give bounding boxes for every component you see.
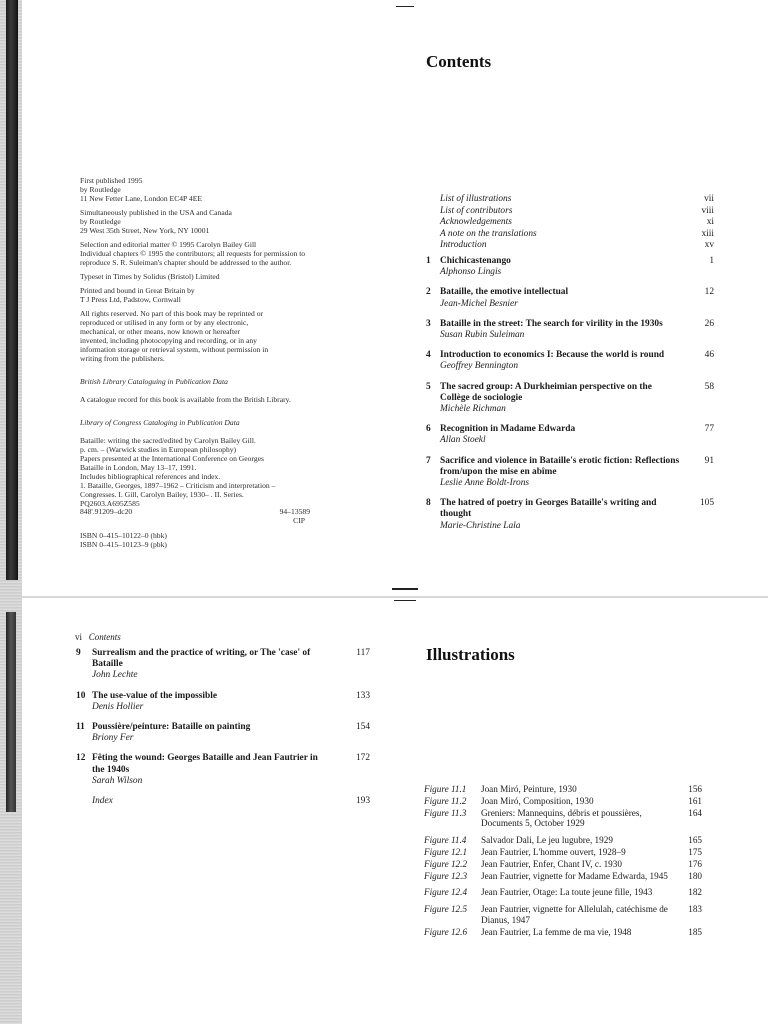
chapter-number: 3 <box>426 318 431 329</box>
figure-number: Figure 12.1 <box>424 846 468 857</box>
chapter-text <box>440 350 680 372</box>
chapter-page: 154 <box>355 722 370 733</box>
chapter-entry <box>426 287 714 309</box>
chapter-page: 105 <box>699 498 714 509</box>
call-number: 848'.91209–dc20 <box>80 507 133 516</box>
chapter-page: 117 <box>356 648 370 658</box>
chapter-entry <box>426 498 714 532</box>
page-divider <box>22 596 768 598</box>
figure-number: Figure 11.4 <box>424 835 467 846</box>
figure-page: 180 <box>688 870 702 881</box>
chapter-page: 91 <box>704 455 714 466</box>
figure-entry <box>424 859 702 870</box>
chapter-entry <box>76 722 370 744</box>
bl-cip-heading: British Library Cataloguing in Publication Data <box>80 377 228 386</box>
chapter-entry <box>76 691 370 713</box>
chapter-text <box>440 382 680 416</box>
chapter-title: Fêting the wound: Georges Bataille and Jean Fautrier in the 1940s <box>92 753 318 775</box>
figure-caption: Jean Fautrier, vignette for Madame Edwarda, 1945 <box>481 870 668 881</box>
figure-number: Figure 11.2 <box>424 795 467 806</box>
chapter-number: 10 <box>76 690 86 701</box>
chapter-title: The use-value of the impossible <box>92 690 218 701</box>
prelim-row <box>440 194 714 206</box>
figure-entry <box>424 847 702 858</box>
chapter-entry <box>426 350 714 372</box>
running-head-title: Contents <box>88 632 121 642</box>
binding-edge-bottom <box>6 612 16 812</box>
chapter-number: 9 <box>76 648 81 658</box>
chapter-page: 46 <box>704 350 714 361</box>
prelim-label: A note on the translations <box>440 228 537 239</box>
chapter-text <box>92 753 332 787</box>
loc-cip-text: Bataille: writing the sacred/edited by Carolyn Bailey Gill. p. cm. – (Warwick studies in European philosophy) Papers presented at the International Conference on Georges Bataille in London, May 13–17, 1991. Includes bibliographical references and index. 1. Bataille, Georges, 1897–1962 – Criticism and interpretation – Congresses. I. Gill, Carolyn Bailey, 1930– . II. Series. PQ2603.A695Z585 <box>80 436 276 508</box>
chapter-title: Surrealism and the practice of writing, or The 'case' of Bataille <box>92 648 311 670</box>
prelim-label: Introduction <box>440 240 487 251</box>
running-head <box>75 632 121 642</box>
chapter-author: Susan Rubin Suleiman <box>440 330 525 341</box>
chapter-entry <box>76 648 370 682</box>
chapter-number: 4 <box>426 350 431 361</box>
figure-page: 182 <box>688 887 702 898</box>
chapter-title: Poussière/peinture: Bataille on painting <box>92 722 251 733</box>
chapter-page: 26 <box>704 318 714 329</box>
chapter-author: Briony Fer <box>92 733 134 744</box>
chapter-text <box>440 319 680 341</box>
copyright-block: Simultaneously published in the USA and Canada by Routledge 29 West 35th Street, New York, NY 10001 <box>80 208 232 235</box>
chapter-entry <box>426 424 714 446</box>
copyright-block: All rights reserved. No part of this book may be reprinted or reproduced or utilised in any form or by any electronic, mechanical, or other means, now known or hereafter invented, including photocopying and recording, or in any information storage or retrieval system, without permission in writing from the publishers. <box>80 309 269 363</box>
chapter-author: Sarah Wilson <box>92 775 143 786</box>
figure-number: Figure 12.5 <box>424 904 468 915</box>
isbn-hbk: ISBN 0–415–10122–0 (hbk) <box>80 531 167 540</box>
chapter-text <box>440 287 680 309</box>
chapter-author: Alphonso Lingis <box>440 267 502 278</box>
crop-mark-lower <box>394 600 416 601</box>
chapter-author: Denis Hollier <box>92 701 144 712</box>
chapter-entry <box>76 753 370 787</box>
chapter-title: Chichicastenango <box>440 256 511 266</box>
chapter-title: Introduction to economics I: Because the world is round <box>440 350 665 361</box>
prelims-list <box>440 194 714 252</box>
figure-page: 175 <box>688 846 702 857</box>
chapter-entry <box>426 382 714 416</box>
figure-page: 165 <box>688 835 702 846</box>
figure-entry <box>424 871 702 882</box>
cip-number: 94–13589 <box>279 507 310 516</box>
chapter-page: 172 <box>355 753 370 764</box>
figure-entry <box>424 927 702 938</box>
isbn-pbk: ISBN 0–415–10123–9 (pbk) <box>80 540 167 549</box>
chapter-title: The hatred of poetry in Georges Bataille's writing and thought <box>440 498 657 520</box>
figure-page: 156 <box>688 784 702 794</box>
call-number-line <box>80 507 350 516</box>
chapter-number: 11 <box>76 722 85 733</box>
prelim-page: xi <box>706 217 714 228</box>
chapter-number: 7 <box>426 455 431 466</box>
chapter-page: 133 <box>355 690 370 701</box>
chapter-author: John Lechte <box>92 670 138 681</box>
figure-number: Figure 11.1 <box>424 784 467 794</box>
chapter-text <box>92 648 332 682</box>
figure-page: 176 <box>688 858 702 869</box>
prelim-row <box>440 229 714 241</box>
figure-entry <box>424 904 702 926</box>
chapter-number: 2 <box>426 287 431 298</box>
chapter-page: 12 <box>704 287 714 298</box>
crop-mark-top <box>396 6 414 7</box>
chapter-number: 8 <box>426 498 431 509</box>
bl-cip-text: A catalogue record for this book is available from the British Library. <box>80 395 291 404</box>
chapter-number: 1 <box>426 256 431 266</box>
prelim-row <box>440 206 714 218</box>
figure-page: 183 <box>688 904 702 915</box>
isbn-block <box>80 531 350 549</box>
chapter-entry <box>426 256 714 278</box>
prelim-page: vii <box>704 194 714 204</box>
chapter-title: Sacrifice and violence in Bataille's erotic fiction: Reflections from/upon the mise en abîme <box>440 455 680 477</box>
figure-caption: Greniers: Mannequins, débris et poussières, Documents 5, October 1929 <box>481 807 642 829</box>
figure-caption: Jean Fautrier, L'homme ouvert, 1928–9 <box>481 846 626 857</box>
chapter-author: Marie-Christine Lala <box>440 520 521 531</box>
prelim-label: Acknowledgements <box>440 217 512 228</box>
chapter-page: 77 <box>704 424 714 435</box>
chapter-text <box>440 498 680 532</box>
chapter-text <box>440 256 680 278</box>
chapter-text <box>92 722 332 744</box>
figure-entry <box>424 808 702 830</box>
figure-caption: Jean Fautrier, La femme de ma vie, 1948 <box>481 926 632 937</box>
cip-label: CIP <box>293 516 305 525</box>
copyright-page <box>80 176 350 549</box>
chapter-title: Recognition in Madame Edwarda <box>440 424 576 435</box>
figure-entry <box>424 835 702 846</box>
figure-caption: Jean Fautrier, Enfer, Chant IV, c. 1930 <box>481 858 622 869</box>
chapters-list <box>426 256 714 541</box>
illustrations-title: Illustrations <box>426 645 515 664</box>
chapter-title: The sacred group: A Durkheimian perspective on the Collège de sociologie <box>440 381 652 403</box>
prelim-label: List of contributors <box>440 205 513 216</box>
figure-caption: Jean Fautrier, Otage: La toute jeune fille, 1943 <box>481 887 653 898</box>
folio: vi <box>75 632 83 642</box>
prelim-page: viii <box>701 205 714 216</box>
index-label: Index <box>92 796 113 807</box>
chapter-author: Michèle Richman <box>440 404 506 415</box>
figure-number: Figure 11.3 <box>424 807 467 818</box>
chapter-author: Allan Stoekl <box>440 435 486 446</box>
copyright-block: Typeset in Times by Solidus (Bristol) Limited <box>80 272 220 281</box>
figure-page: 161 <box>688 795 702 806</box>
chapter-text <box>92 691 332 713</box>
chapter-title: Bataille, the emotive intellectual <box>440 287 569 298</box>
index-entry <box>76 796 370 807</box>
figure-number: Figure 12.6 <box>424 926 468 937</box>
figure-number: Figure 12.4 <box>424 887 468 898</box>
copyright-block: First published 1995 by Routledge 11 New Fetter Lane, London EC4P 4EE <box>80 176 202 203</box>
loc-cip-heading: Library of Congress Cataloging in Publication Data <box>80 418 240 427</box>
figure-number: Figure 12.2 <box>424 858 468 869</box>
figure-caption: Jean Fautrier, vignette for Allelulah, catéchisme de Dianus, 1947 <box>481 904 668 925</box>
prelim-label: List of illustrations <box>440 194 512 204</box>
chapter-number: 5 <box>426 381 431 392</box>
chapter-author: Jean-Michel Besnier <box>440 298 518 309</box>
copyright-block: Selection and editorial matter © 1995 Carolyn Bailey Gill Individual chapters © 1995 the contributors; all requests for permission to reproduce S. R. Suleiman's chapter should be addressed to the author. <box>80 240 306 267</box>
chapter-text <box>440 424 680 446</box>
figure-number: Figure 12.3 <box>424 870 468 881</box>
chapter-author: Leslie Anne Boldt-Irons <box>440 478 530 489</box>
chapter-number: 6 <box>426 424 431 435</box>
contents-title: Contents <box>426 52 492 71</box>
chapter-page: 58 <box>704 381 714 392</box>
chapter-page: 1 <box>709 256 714 266</box>
figure-page: 185 <box>688 926 702 937</box>
prelim-page: xv <box>704 240 714 251</box>
chapter-author: Geoffrey Bennington <box>440 361 519 372</box>
prelim-row <box>440 217 714 229</box>
figures-list <box>424 784 702 939</box>
index-number <box>76 796 92 807</box>
copyright-block: Printed and bound in Great Britain by T J Press Ltd, Padstow, Cornwall <box>80 286 195 304</box>
chapter-title: Bataille in the street: The search for virility in the 1930s <box>440 318 663 329</box>
figure-entry <box>424 784 702 795</box>
binding-edge-top <box>6 0 18 580</box>
chapter-entry <box>426 319 714 341</box>
figure-entry <box>424 796 702 807</box>
figure-page: 164 <box>688 807 702 818</box>
chapter-text <box>440 456 680 490</box>
figure-caption: Salvador Dali, Le jeu lugubre, 1929 <box>481 835 613 846</box>
figure-entry <box>424 887 702 898</box>
chapter-number: 12 <box>76 753 86 764</box>
chapter-entry <box>426 456 714 490</box>
chapters-list-continued <box>76 648 370 816</box>
prelim-page: xiii <box>701 228 714 239</box>
crop-mark-middle <box>392 588 418 590</box>
figure-caption: Joan Miró, Composition, 1930 <box>481 795 594 806</box>
figure-caption: Joan Miró, Peinture, 1930 <box>481 784 577 794</box>
prelim-row <box>440 240 714 252</box>
index-page: 193 <box>355 796 370 807</box>
